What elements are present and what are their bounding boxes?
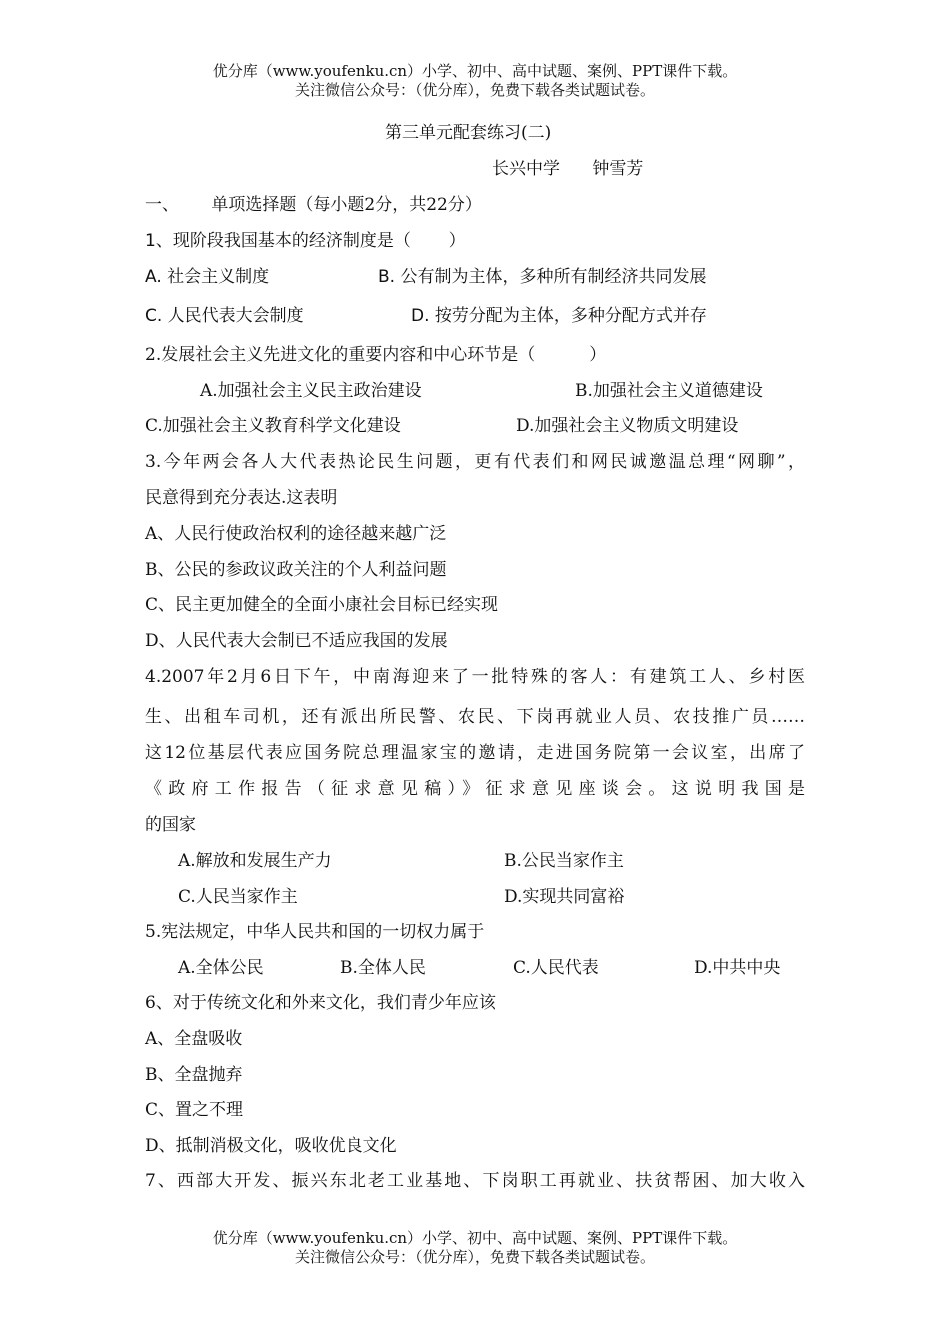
question-2-option-b: B.加强社会主义道德建设: [575, 381, 763, 401]
section-heading: 一、 单项选择题（每小题2分，共22分）: [145, 195, 482, 215]
question-7-stem-line-1: 7、西部大开发、振兴东北老工业基地、下岗职工再就业、扶贫帮困、加大收入: [145, 1171, 805, 1191]
question-5-option-b: B.全体人民: [340, 958, 426, 978]
page-header-line-2: 关注微信公众号：（优分库），免费下载各类试题试卷。: [294, 81, 655, 99]
question-3-option-b: B、公民的参政议政关注的个人利益问题: [145, 560, 447, 580]
question-6-option-c: C、置之不理: [145, 1100, 244, 1120]
question-6-stem: 6、对于传统文化和外来文化，我们青少年应该: [145, 993, 496, 1013]
question-2-option-a: A.加强社会主义民主政治建设: [200, 381, 422, 401]
question-5-option-a: A.全体公民: [178, 958, 264, 978]
question-3-option-a: A、人民行使政治权利的途径越来越广泛: [145, 524, 447, 544]
question-4-option-d: D.实现共同富裕: [504, 887, 625, 907]
question-4-option-b: B.公民当家作主: [504, 851, 624, 871]
question-6-option-b: B、全盘抛弃: [145, 1065, 243, 1085]
question-3-stem-line-2: 民意得到充分表达.这表明: [145, 488, 338, 508]
question-3-option-d: D、人民代表大会制已不适应我国的发展: [145, 631, 448, 651]
document-title: 第三单元配套练习(二): [385, 123, 552, 143]
document-author: 长兴中学 钟雪芳: [492, 159, 644, 179]
question-1-option-c: C. 人民代表大会制度: [145, 306, 304, 326]
question-1-option-a: A. 社会主义制度: [145, 267, 270, 287]
question-4-option-a: A.解放和发展生产力: [178, 851, 332, 871]
question-2-option-c: C.加强社会主义教育科学文化建设: [145, 416, 401, 436]
question-6-option-d: D、抵制消极文化，吸收优良文化: [145, 1136, 397, 1156]
page-footer-line-1: 优分库（www.youfenku.cn）小学、初中、高中试题、案例、PPT课件下载。: [212, 1229, 738, 1247]
question-5-option-d: D.中共中央: [694, 958, 781, 978]
question-2-option-d: D.加强社会主义物质文明建设: [516, 416, 739, 436]
question-4-stem-line-3: 这12位基层代表应国务院总理温家宝的邀请，走进国务院第一会议室，出席了: [145, 743, 805, 763]
question-3-option-c: C、民主更加健全的全面小康社会目标已经实现: [145, 595, 499, 615]
question-4-stem-line-4: 《政府工作报告（征求意见稿）》征求意见座谈会。这说明我国是: [145, 779, 805, 799]
question-2-stem: 2.发展社会主义先进文化的重要内容和中心环节是（ ）: [145, 345, 607, 365]
question-1-stem: 1、现阶段我国基本的经济制度是（ ）: [145, 231, 466, 251]
question-3-stem-line-1: 3.今年两会各人大代表热论民生问题，更有代表们和网民诚邀温总理“网聊”，: [145, 452, 805, 472]
question-1-option-d: D. 按劳分配为主体，多种分配方式并存: [411, 306, 707, 326]
question-5-option-c: C.人民代表: [513, 958, 599, 978]
page-header-line-1: 优分库（www.youfenku.cn）小学、初中、高中试题、案例、PPT课件下载。: [212, 62, 738, 80]
question-4-option-c: C.人民当家作主: [178, 887, 298, 907]
question-4-stem-line-1: 4.2007年2月6日下午，中南海迎来了一批特殊的客人：有建筑工人、乡村医: [145, 667, 805, 687]
question-6-option-a: A、全盘吸收: [145, 1029, 243, 1049]
question-1-option-b: B. 公有制为主体，多种所有制经济共同发展: [378, 267, 707, 287]
question-5-stem: 5.宪法规定，中华人民共和国的一切权力属于: [145, 922, 485, 942]
question-4-stem-line-2: 生、出租车司机，还有派出所民警、农民、下岗再就业人员、农技推广员……: [145, 707, 805, 727]
question-4-stem-line-5: 的国家: [145, 815, 196, 835]
page-footer-line-2: 关注微信公众号：（优分库），免费下载各类试题试卷。: [294, 1248, 655, 1266]
